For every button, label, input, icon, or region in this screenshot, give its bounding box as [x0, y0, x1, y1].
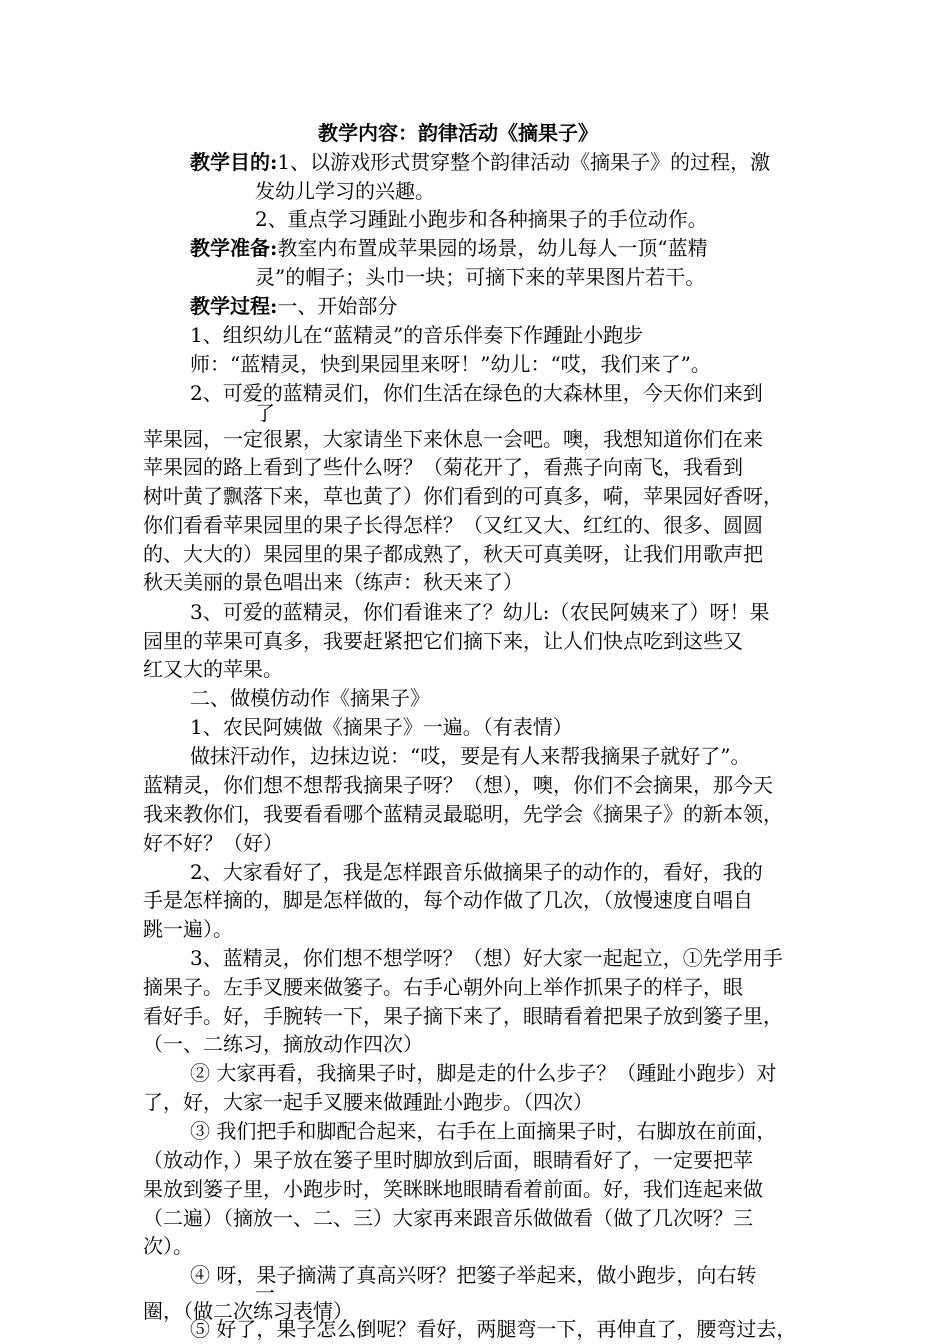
body-line: 1、农民阿姨做《摘果子》一遍。（有表情） — [190, 715, 573, 739]
body-line: 2、可爱的蓝精灵们，你们生活在绿色的大森林里，今天你们来到 — [190, 381, 763, 405]
body-line: 的、大大的）果园里的果子都成熟了，秋天可真美呀，让我们用歌声把 — [143, 542, 763, 566]
body-line: （一、二练习，摘放动作四次） — [143, 1032, 423, 1056]
body-line: 好不好？（好） — [143, 831, 283, 855]
body-line: （放动作，）果子放在篓子里时脚放到后面，眼睛看好了，一定要把苹 — [143, 1148, 753, 1172]
body-line: 3、蓝精灵，你们想不想学呀？（想）好大家一起起立，①先学用手 — [190, 946, 783, 970]
objective-line-2: 2、重点学习踵趾小跑步和各种摘果子的手位动作。 — [255, 207, 708, 231]
document-title: 教学内容：韵律活动《摘果子》 — [318, 121, 598, 145]
body-line: 手是怎样摘的，脚是怎样做的，每个动作做了几次，（放慢速度自唱自 — [143, 888, 753, 912]
prep-text-a: 教室内布置成苹果园的场景，幼儿每人一顶“蓝精 — [277, 236, 708, 260]
body-line: 苹果园的路上看到了些什么呀？（菊花开了，看燕子向南飞，我看到 — [143, 455, 743, 479]
body-line: 3、可爱的蓝精灵，你们看谁来了？幼儿:（农民阿姨来了）呀！果 — [190, 600, 770, 624]
body-line: 我来教你们，我要看看哪个蓝精灵最聪明，先学会《摘果子》的新本领， — [143, 802, 783, 826]
body-line: 苹果园，一定很累，大家请坐下来休息一会吧。噢，我想知道你们在来 — [143, 427, 763, 451]
body-line: 摘果子。左手叉腰来做篓子。右手心朝外向上举作抓果子的样子，眼 — [143, 975, 743, 999]
body-line: （二遍）（摘放一、二、三）大家再来跟音乐做做看（做了几次呀？三 — [143, 1206, 753, 1230]
prep-line-1 — [190, 233, 708, 263]
body-line: 园里的苹果可真多，我要赶紧把它们摘下来，让人们快点吃到这些又 — [143, 629, 743, 653]
body-line: 树叶黄了飘落下来，草也黄了）你们看到的可真多，嗬，苹果园好香呀， — [143, 484, 783, 508]
body-line: 一 — [255, 1281, 275, 1305]
body-line: 秋天美丽的景色唱出来（练声：秋天来了） — [143, 570, 523, 594]
body-line: 师：“蓝精灵，快到果园里来呀！”幼儿：“哎，我们来了”。 — [190, 352, 711, 376]
objective-text-1a: 1、以游戏形式贯穿整个韵律活动《摘果子》的过程，激 — [277, 150, 771, 174]
prep-label: 教学准备: — [190, 236, 278, 260]
objective-line-1 — [190, 147, 770, 177]
body-line: 跳一遍）。 — [143, 917, 233, 941]
objective-label: 教学目的: — [190, 150, 278, 174]
process-text-a: 一、开始部分 — [277, 294, 398, 318]
body-line: 红又大的苹果。 — [143, 657, 283, 681]
body-line: ② 大家再看，我摘果子时，脚是走的什么步子？（踵趾小跑步）对 — [190, 1061, 777, 1085]
body-line: 圈，（做二次练习表情） — [143, 1299, 353, 1323]
objective-line-1b: 发幼儿学习的兴趣。 — [255, 179, 435, 203]
body-line: 2、大家看好了，我是怎样跟音乐做摘果子的动作的，看好，我的 — [190, 860, 763, 884]
body-line: 果放到篓子里，小跑步时，笑眯眯地眼睛看着前面。好，我们连起来做 — [143, 1177, 763, 1201]
body-line: 蓝精灵，你们想不想帮我摘果子呀？（想），噢，你们不会摘果，那今天 — [143, 773, 773, 797]
body-line: ④ 呀，果子摘满了真高兴呀？把篓子举起来，做小跑步，向右转 — [190, 1263, 757, 1287]
body-line: 看好手。好，手腕转一下，果子摘下来了，眼睛看着把果子放到篓子里， — [143, 1004, 783, 1028]
process-line-1 — [190, 291, 397, 321]
body-line: ⑤ 好了，果子怎么倒呢？看好，两腿弯一下，再伸直了，腰弯过去， — [190, 1317, 797, 1341]
body-line: 你们看看苹果园里的果子长得怎样？（又红又大、红红的、很多、圆圆 — [143, 513, 763, 537]
body-line: 次）。 — [143, 1234, 193, 1258]
body-line: 了 — [255, 401, 275, 425]
prep-line-2: 灵”的帽子；头巾一块；可摘下来的苹果图片若干。 — [255, 265, 706, 289]
body-line: 1、组织幼儿在“蓝精灵”的音乐伴奏下作踵趾小跑步 — [190, 323, 644, 347]
body-line: 二、做模仿动作《摘果子》 — [190, 686, 430, 710]
body-line: 做抹汗动作，边抹边说：“哎，要是有人来帮我摘果子就好了”。 — [190, 744, 751, 768]
body-line: 了，好，大家一起手叉腰来做踵趾小跑步。（四次） — [143, 1090, 593, 1114]
process-label: 教学过程: — [190, 294, 278, 318]
body-line: ③ 我们把手和脚配合起来，右手在上面摘果子时，右脚放在前面， — [190, 1119, 777, 1143]
